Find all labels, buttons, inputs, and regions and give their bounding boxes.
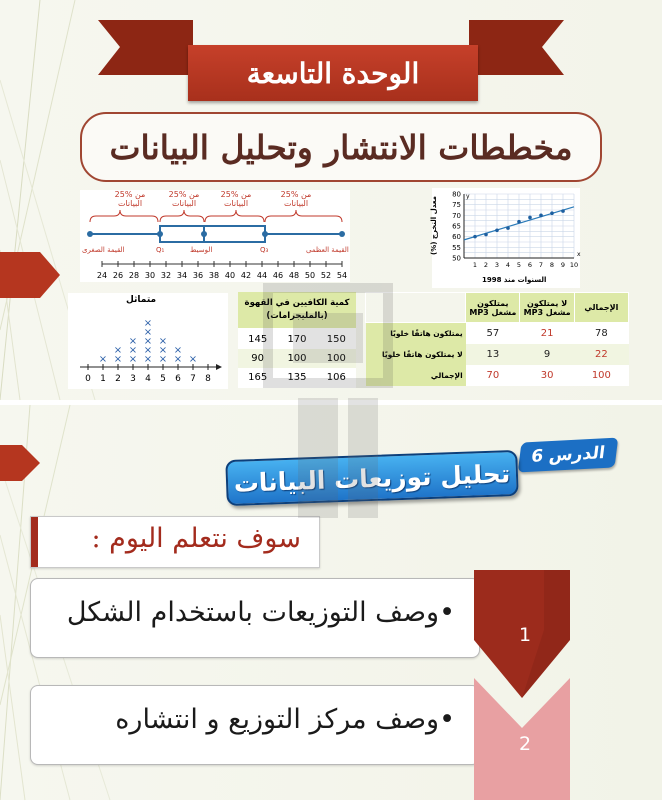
- dot-mark: ×: [98, 354, 108, 365]
- lesson-number: الدرس 6: [529, 443, 607, 467]
- scatter-y-tick: 70: [452, 211, 461, 220]
- box-tick-label: 40: [224, 271, 236, 280]
- brace-label-1: 25% من البيانات: [114, 190, 146, 208]
- caffeine-header: [238, 292, 356, 328]
- q3-label: Q₃: [260, 246, 269, 254]
- unit-title: الوحدة التاسعة: [246, 56, 420, 90]
- dot-mark: ×: [113, 345, 123, 356]
- dot-tick-label: 5: [160, 374, 166, 384]
- scatter-x-tick: 7: [538, 261, 544, 269]
- dot-mark: ×: [143, 318, 153, 329]
- dot-mark: ×: [158, 354, 168, 365]
- scatter-xlabel: السنوات منذ 1998: [482, 276, 547, 284]
- dot-mark: ×: [143, 345, 153, 356]
- scatter-y-tick: 80: [452, 190, 461, 199]
- mp3-header-cell: الإجمالي: [574, 293, 628, 323]
- dot-mark: ×: [128, 336, 138, 347]
- dot-mark: ×: [113, 354, 123, 365]
- mp3-header-cell: لا يمتلكون مشغل MP3: [520, 293, 574, 323]
- dot-tick-label: 3: [130, 374, 136, 384]
- scatter-ylabel: معدل التخرج (%): [430, 196, 438, 256]
- caffeine-row: [238, 330, 356, 349]
- scatter-point: [495, 228, 499, 232]
- box-tick-label: 44: [256, 271, 268, 280]
- box-tick-label: 38: [208, 271, 220, 280]
- mp3-cell: 70: [466, 365, 520, 386]
- caffeine-cell: 165: [248, 372, 268, 383]
- mp3-cell: 9: [520, 344, 574, 365]
- scatter-point: [561, 209, 565, 213]
- scatter-x-tick: 10: [569, 261, 579, 269]
- brace-label-2: 25% من البيانات: [168, 190, 200, 208]
- scatter-y-tick: 55: [452, 243, 461, 252]
- scatter-point: [517, 220, 521, 224]
- box-plot-panel: [80, 190, 350, 282]
- scatter-point: [506, 226, 510, 230]
- dot-mark: ×: [173, 345, 183, 356]
- dot-mark: ×: [143, 354, 153, 365]
- median-label: الوسيط: [190, 246, 213, 254]
- box-tick-label: 28: [128, 271, 140, 280]
- learn-accent-bar: [31, 517, 38, 567]
- box-iqr: [160, 226, 265, 242]
- scatter-x-tick: 4: [505, 261, 511, 269]
- box-tick-label: 48: [288, 271, 300, 280]
- q1-label: Q₁: [156, 246, 165, 254]
- learn-today-label: سوف نتعلم اليوم :: [91, 523, 301, 554]
- scatter-point: [528, 216, 532, 220]
- objective-2-box: [30, 685, 480, 765]
- dot-tick-label: 6: [175, 374, 181, 384]
- caffeine-cell: 170: [287, 334, 307, 345]
- lesson-number-badge: [518, 438, 618, 473]
- box-tick-label: 32: [160, 271, 172, 280]
- min-point: [87, 231, 93, 237]
- mp3-header-cell: يمتلكون مشغل MP3: [466, 293, 520, 323]
- caffeine-row: [238, 368, 356, 387]
- caffeine-cell: 135: [287, 372, 307, 383]
- caffeine-cell: 106: [326, 372, 346, 383]
- arrow-tab-left: [0, 252, 60, 298]
- dot-mark: ×: [158, 345, 168, 356]
- learn-today-box: [30, 516, 320, 568]
- mp3-cell: 21: [520, 323, 574, 345]
- caffeine-cell: 150: [326, 334, 346, 345]
- box-tick-label: 26: [112, 271, 124, 280]
- mp3-cell: 13: [466, 344, 520, 365]
- slide-unit-intro: [0, 0, 662, 400]
- max-point: [339, 231, 345, 237]
- scatter-point: [550, 211, 554, 215]
- lesson-title: تحليل توزيعات البيانات: [233, 458, 511, 498]
- mp3-cell: 78: [574, 323, 628, 345]
- mp3-table-panel: [365, 292, 629, 388]
- dot-tick-label: 0: [85, 374, 91, 384]
- dot-mark: ×: [128, 345, 138, 356]
- scatter-x-tick: 6: [527, 261, 533, 269]
- objective-1-number: 1: [518, 624, 532, 646]
- box-tick-label: 36: [192, 271, 204, 280]
- box-tick-label: 54: [336, 271, 348, 280]
- scatter-panel: [432, 188, 580, 288]
- topic-title: مخططات الانتشار وتحليل البيانات: [109, 127, 573, 167]
- mp3-row-label: الإجمالي: [366, 365, 466, 386]
- brace-label-4: 25% من البيانات: [280, 190, 312, 208]
- dot-tick-label: 8: [205, 374, 211, 384]
- brace-2: [160, 210, 204, 222]
- mp3-cell: 100: [574, 365, 628, 386]
- scatter-y-axis-letter: y: [466, 193, 470, 200]
- dot-axis-arrow: [216, 364, 222, 370]
- scatter-x-tick: 3: [494, 261, 500, 269]
- scatter-x-tick: 8: [549, 261, 555, 269]
- dot-mark: ×: [173, 354, 183, 365]
- box-tick-label: 30: [144, 271, 156, 280]
- unit-title-banner: [188, 45, 478, 101]
- mp3-row: [366, 365, 629, 386]
- caffeine-table: [238, 330, 356, 387]
- mp3-cell: 57: [466, 323, 520, 345]
- brace-4: [265, 210, 342, 222]
- dot-mark: ×: [158, 336, 168, 347]
- box-tick-label: 52: [320, 271, 332, 280]
- scatter-y-tick: 60: [452, 233, 461, 242]
- scatter-x-tick: 5: [516, 261, 522, 269]
- mp3-header-empty: [366, 293, 466, 323]
- arrow-tab-left-2: [0, 445, 40, 481]
- caffeine-cell: 145: [248, 334, 268, 345]
- dot-plot: [68, 293, 228, 389]
- mp3-cell: 22: [574, 344, 628, 365]
- median-point: [201, 231, 207, 237]
- scatter-x-axis-letter: x: [577, 251, 581, 258]
- dot-plot-panel: [68, 293, 228, 389]
- scatter-point: [484, 233, 488, 237]
- brace-3: [205, 210, 264, 222]
- dot-tick-label: 2: [115, 374, 121, 384]
- scatter-x-tick: 1: [472, 261, 478, 269]
- scatter-x-tick: 9: [560, 261, 566, 269]
- caffeine-cell: 100: [287, 353, 307, 364]
- scatter-y-tick: 75: [452, 201, 461, 210]
- objective-1-box: [30, 578, 480, 658]
- scatter-point: [539, 214, 543, 218]
- mp3-cell: 30: [520, 365, 574, 386]
- objective-2-number: 2: [518, 733, 532, 755]
- caffeine-header-text: كمية الكافيين في القهوة (بالمليجرامات): [244, 298, 350, 321]
- dot-tick-label: 7: [190, 374, 196, 384]
- mp3-header-row: [366, 293, 629, 323]
- box-tick-label: 34: [176, 271, 188, 280]
- mp3-row: [366, 344, 629, 365]
- dot-mark: ×: [188, 354, 198, 365]
- mp3-row-label: لا يمتلكون هاتفًا خلويًا: [366, 344, 466, 365]
- dot-mark: ×: [128, 354, 138, 365]
- dot-tick-label: 1: [100, 374, 106, 384]
- caffeine-cell: 90: [251, 353, 265, 364]
- scatter-chart: [432, 188, 580, 288]
- scatter-y-tick: 50: [452, 254, 461, 263]
- objective-2-text: •وصف مركز التوزيع و انتشاره: [115, 704, 455, 735]
- brace-label-3: 25% من البيانات: [220, 190, 252, 208]
- objective-1-text: •وصف التوزيعات باستخدام الشكل: [66, 597, 455, 628]
- mp3-row-label: يمتلكون هاتفًا خلويًا: [366, 323, 466, 345]
- topic-title-box: [80, 112, 602, 182]
- box-tick-label: 42: [240, 271, 252, 280]
- caffeine-row: [238, 349, 356, 368]
- q3-point: [262, 231, 268, 237]
- scatter-x-tick: 2: [483, 261, 489, 269]
- scatter-y-tick: 65: [452, 222, 461, 231]
- mp3-table: [365, 292, 629, 386]
- caffeine-cell: 100: [326, 353, 346, 364]
- box-tick-label: 50: [304, 271, 316, 280]
- box-tick-label: 24: [96, 271, 108, 280]
- scatter-point: [473, 235, 477, 239]
- min-label: القيمة الصغرى: [82, 246, 125, 254]
- box-tick-label: 46: [272, 271, 284, 280]
- dot-mark: ×: [143, 336, 153, 347]
- dot-mark: ×: [143, 327, 153, 338]
- caffeine-table-panel: [238, 292, 356, 388]
- mp3-row: [366, 323, 629, 345]
- dot-plot-title: متماثل: [126, 295, 157, 305]
- dot-tick-label: 4: [145, 374, 151, 384]
- max-label: القيمة العظمى: [306, 246, 349, 254]
- q1-point: [157, 231, 163, 237]
- brace-1: [90, 210, 158, 222]
